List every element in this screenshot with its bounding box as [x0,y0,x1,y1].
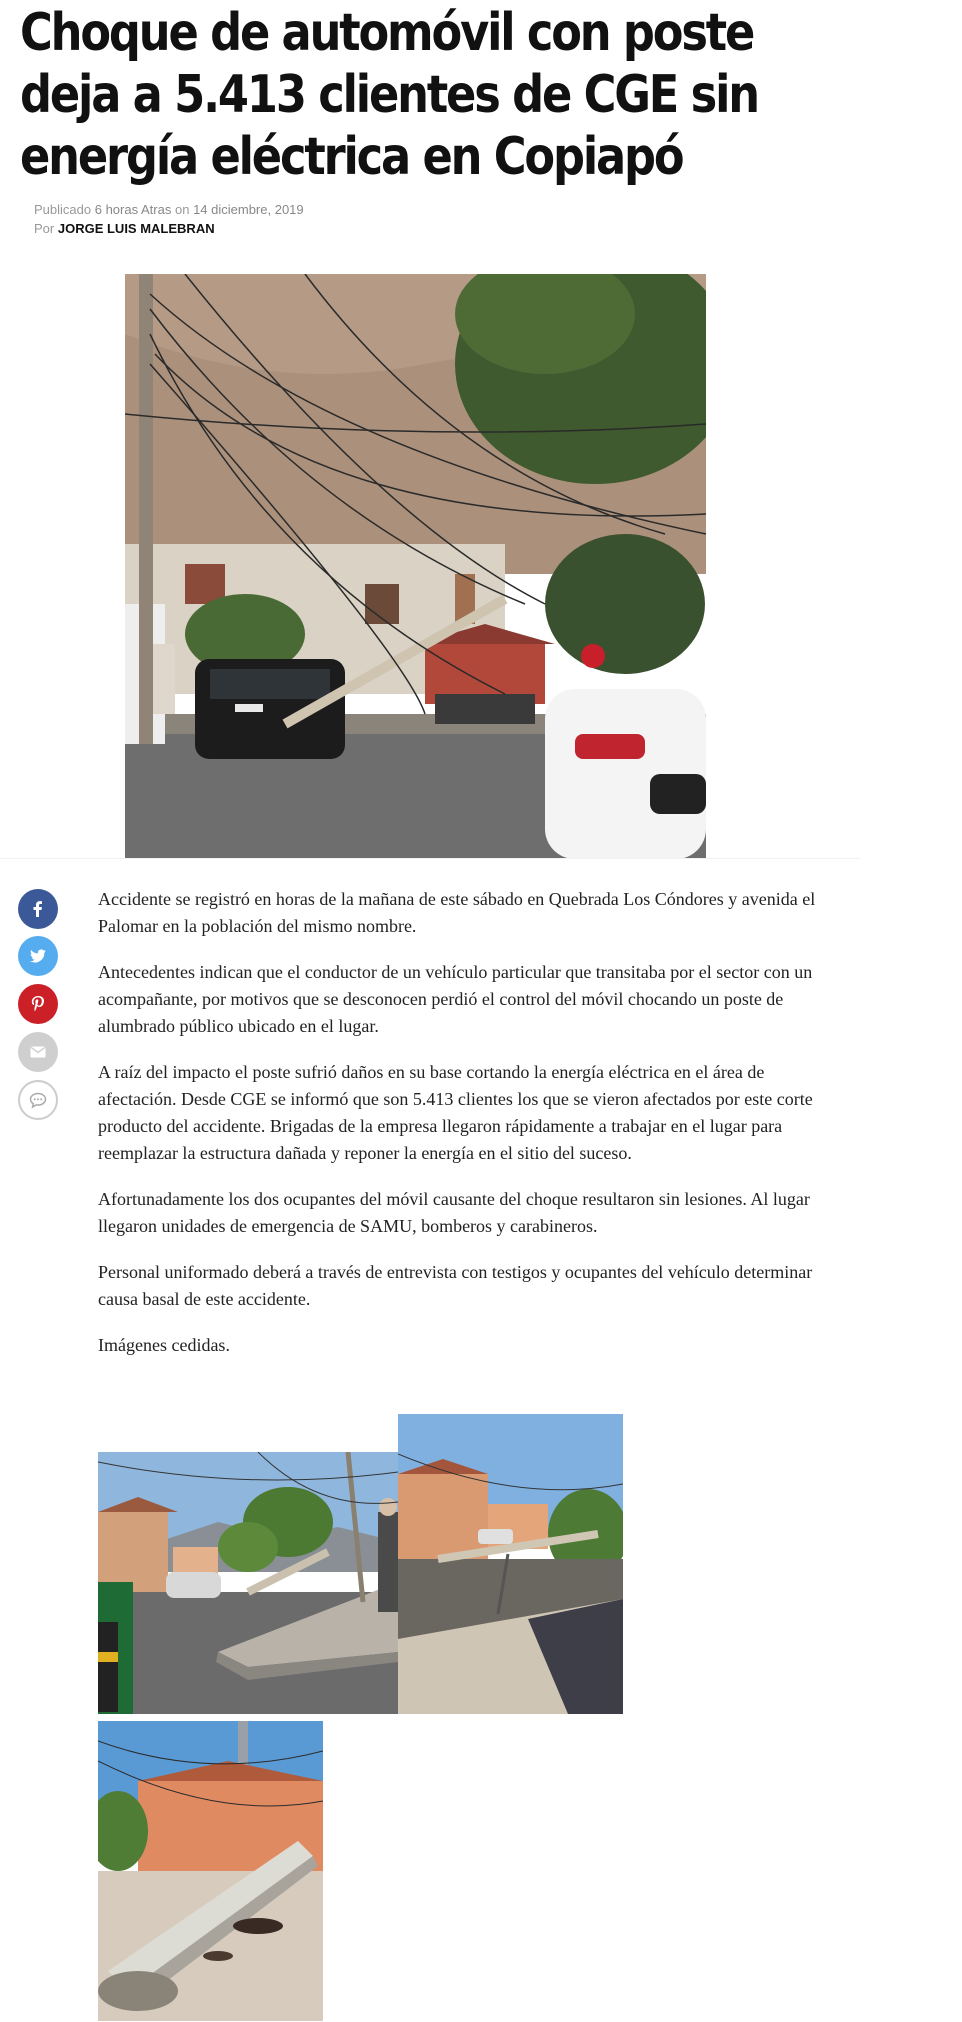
content-divider [0,858,860,859]
gallery-photo[interactable] [98,1721,323,2021]
pinterest-icon [28,994,48,1014]
share-email-button[interactable] [18,1032,58,1072]
gallery-photo[interactable] [398,1414,623,1714]
article-paragraph: Accidente se registró en horas de la mañana de este sábado en Quebrada Los Cóndores y avenida el Palomar en la población del mismo nombre. [98,889,816,936]
article-paragraph: Antecedentes indican que el conductor de un vehículo particular que transitaba por el sector con un acompañante, por motivos que se desconocen perdió el control del móvil chocando un poste de alumbrado público ubicado en el lugar. [98,962,813,1036]
relative-time: 6 horas Atras [94,202,172,217]
author-link[interactable]: JORGE LUIS MALEBRAN [57,221,215,236]
publish-info [34,202,634,217]
article-body [98,886,823,1378]
envelope-icon [28,1042,48,1062]
share-pinterest-button[interactable] [18,984,58,1024]
gallery-photo[interactable] [98,1452,398,1714]
comments-button[interactable] [18,1080,58,1120]
byline [34,221,634,236]
facebook-icon [28,899,48,919]
publish-date: 14 diciembre, 2019 [193,202,304,217]
article-paragraph: Personal uniformado deberá a través de entrevista con testigos y ocupantes del vehículo determinar causa basal de este accidente. [98,1262,813,1309]
article-paragraph: A raíz del impacto el poste sufrió daños en su base cortando la energía eléctrica en el área de afectación. Desde CGE se informó que son 5.413 clientes los que se vieron afectados por este corte producto del accidente. Brigadas de la empresa llegaron rápidamente a trabajar en el lugar para reemplazar la estructura dañada y reponer la energía en el sitio del suceso. [98,1062,813,1163]
article-headline: Choque de automóvil con poste deja a 5.413 clientes de CGE sin energía eléctrica en Copiapó [20,3,758,187]
comment-icon [28,1090,48,1110]
on-word: on [174,202,190,217]
twitter-icon [28,946,48,966]
hero-photo [125,274,706,859]
by-label: Por [34,221,55,236]
published-label: Publicado [34,202,92,217]
article-paragraph: Afortunadamente los dos ocupantes del móvil causante del choque resultaron sin lesiones. Al lugar llegaron unidades de emergencia de SAMU, bomberos y carabineros. [98,1189,810,1236]
share-facebook-button[interactable] [18,889,58,929]
share-twitter-button[interactable] [18,936,58,976]
article-paragraph: Imágenes cedidas. [98,1335,230,1355]
